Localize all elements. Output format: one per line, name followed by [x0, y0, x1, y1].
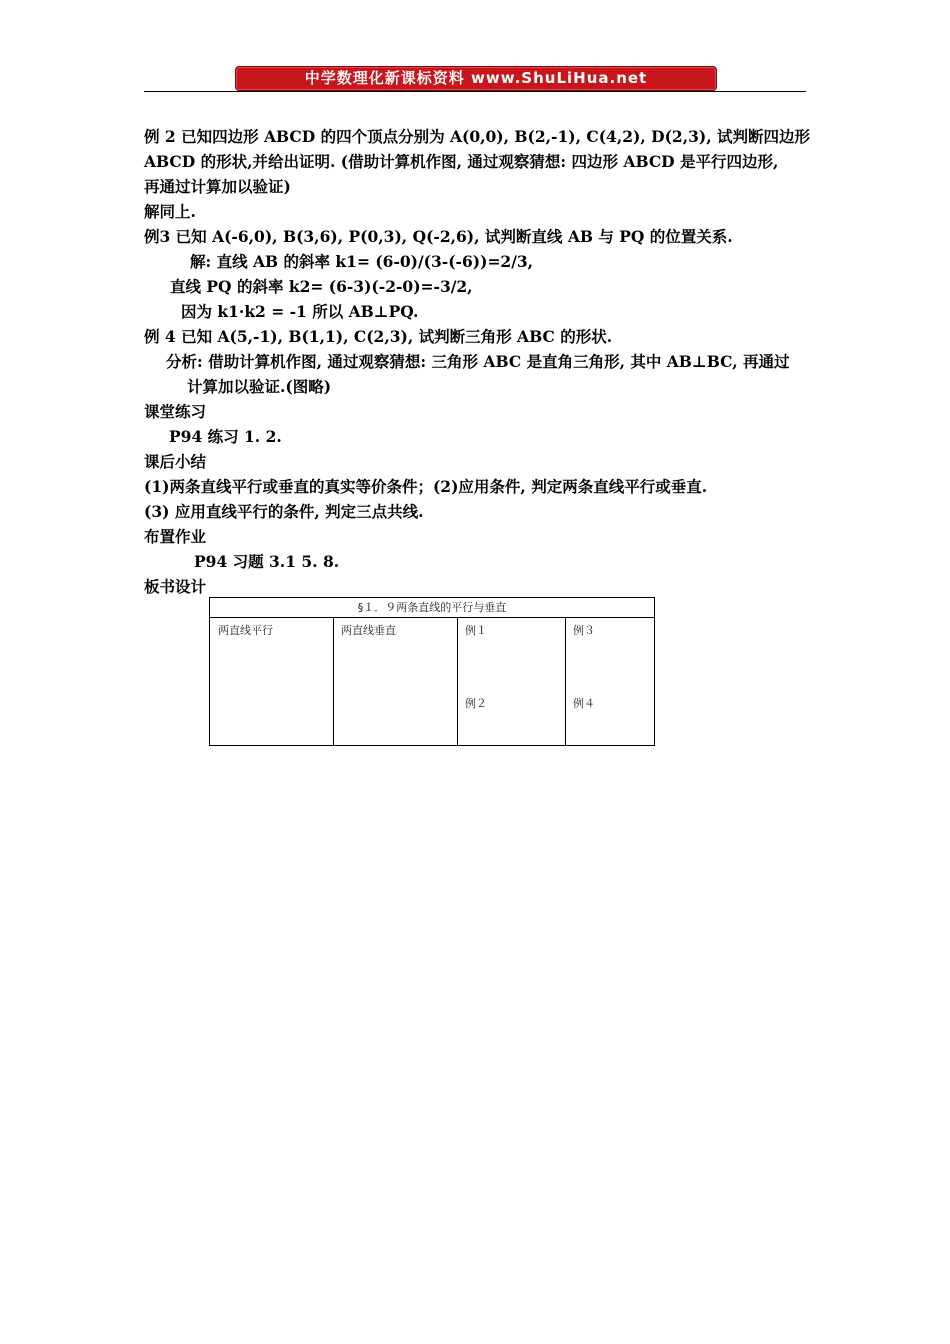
board-cell-label: 例４ [573, 697, 595, 710]
board-cell-label: 两直线垂直 [341, 624, 396, 637]
example-4-line-1: 例 4 已知 A(5,-1), B(1,1), C(2,3), 试判断三角形 ABC 的形状. [144, 327, 613, 346]
practice-item: P94 练习 1. 2. [169, 427, 282, 446]
board-column-examples-1-2 [457, 618, 566, 745]
board-table-columns [210, 618, 654, 745]
board-table-title: §１．９两条直线的平行与垂直 [210, 598, 654, 618]
homework-heading: 布置作业 [144, 527, 207, 546]
example-3-line-1: 例3 已知 A(-6,0), B(3,6), P(0,3), Q(-2,6), 试判断直线 AB 与 PQ 的位置关系. [144, 227, 733, 246]
board-design-table [209, 597, 655, 746]
board-cell-label: 例２ [465, 697, 487, 710]
example-2-line-2: ABCD 的形状,并给出证明. (借助计算机作图, 通过观察猜想: 四边形 ABCD 是平行四边形, [144, 152, 779, 171]
board-column-examples-3-4 [565, 618, 654, 745]
summary-heading: 课后小结 [144, 452, 207, 471]
summary-line-1: (1)两条直线平行或垂直的真实等价条件；(2)应用条件, 判定两条直线平行或垂直. [144, 477, 708, 496]
header-banner: 中学数理化新课标资料 www.ShuLiHua.net [235, 66, 717, 91]
homework-item: P94 习题 3.1 5. 8. [194, 552, 340, 571]
header-divider [144, 91, 806, 92]
document-body [144, 124, 811, 599]
example-3-line-4: 因为 k1·k2 = -1 所以 AB⊥PQ. [181, 302, 419, 321]
example-2-line-3: 再通过计算加以验证) [144, 177, 291, 196]
board-cell-label: 两直线平行 [218, 624, 273, 637]
example-4-line-3: 计算加以验证.(图略) [187, 377, 332, 396]
example-2-solution: 解同上. [144, 202, 196, 221]
example-2-line-1: 例 2 已知四边形 ABCD 的四个顶点分别为 A(0,0), B(2,-1), C(4,2), D(2,3), 试判断四边形 [144, 127, 811, 146]
board-column-perpendicular [333, 618, 458, 745]
example-3-line-2: 解: 直线 AB 的斜率 k1= (6-0)/(3-(-6))=2/3, [190, 252, 534, 271]
board-cell-label: 例３ [573, 624, 595, 637]
example-4-line-2: 分析: 借助计算机作图, 通过观察猜想: 三角形 ABC 是直角三角形, 其中 AB⊥BC, 再通过 [166, 352, 790, 371]
board-column-parallel [210, 618, 334, 745]
practice-heading: 课堂练习 [144, 402, 207, 421]
example-3-line-3: 直线 PQ 的斜率 k2= (6-3)(-2-0)=-3/2, [170, 277, 473, 296]
board-cell-label: 例１ [465, 624, 487, 637]
board-design-heading: 板书设计 [144, 577, 207, 596]
summary-line-2: (3) 应用直线平行的条件, 判定三点共线. [144, 502, 424, 521]
